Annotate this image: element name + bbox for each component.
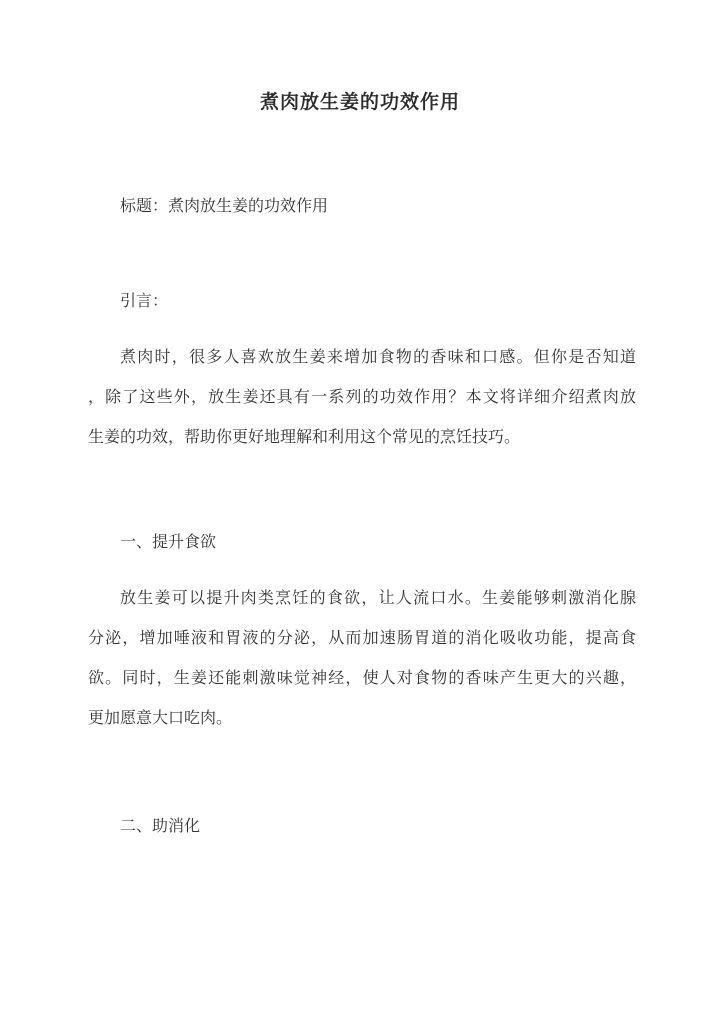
section1-heading-text: 一、提升食欲 [120,532,217,551]
intro-line-1: 煮肉时，很多人喜欢放生姜来增加食物的香味和口感。但你是否知道 [120,347,636,366]
section2-heading-text: 二、助消化 [120,816,201,835]
intro-paragraph [88,337,636,457]
section1-line-1: 放生姜可以提升肉类烹饪的食欲，让人流口水。生姜能够刺激消化腺 [120,588,636,607]
section1-line-3: 欲。同时，生姜还能刺激味觉神经，使人对食物的香味产生更大的兴趣， [88,668,636,687]
intro-heading-text: 引言： [120,291,169,310]
section1-paragraph [88,578,636,738]
document-title: 煮肉放生姜的功效作用 [259,91,460,113]
intro-line-3: 生姜的功效，帮助你更好地理解和利用这个常见的烹饪技巧。 [88,427,521,446]
section2-heading [88,806,668,846]
section1-line-4: 更加愿意大口吃肉。 [88,708,233,727]
subtitle-text: 标题：煮肉放生姜的功效作用 [120,196,329,215]
intro-heading [88,281,668,321]
section1-heading [88,522,668,562]
section1-line-2: 分泌，增加唾液和胃液的分泌，从而加速肠胃道的消化吸收功能，提高食 [88,628,636,647]
intro-line-2: ，除了这些外，放生姜还具有一系列的功效作用？本文将详细介绍煮肉放 [88,387,636,406]
subtitle-line [88,186,668,226]
